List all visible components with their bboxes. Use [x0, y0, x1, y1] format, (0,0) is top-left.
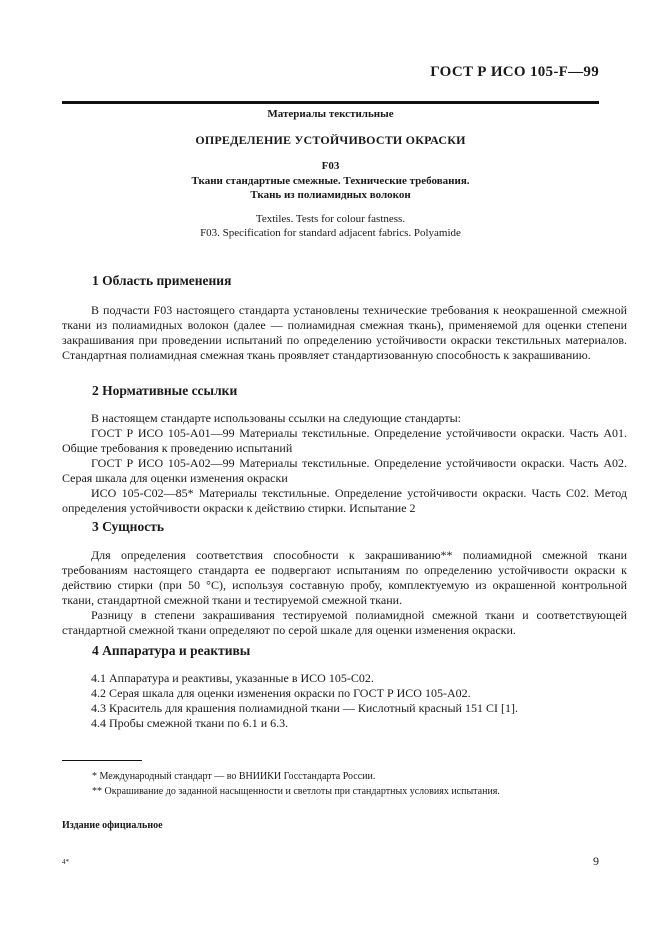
footnotes — [92, 769, 621, 799]
reference-1: ГОСТ Р ИСО 105-А01—99 Материалы текстильные. Определение устойчивости окраски. Часть А01. Общие требования к проведению испытаний — [62, 426, 627, 455]
reference-3: ИСО 105-С02—85* Материалы текстильные. Определение устойчивости окраски. Часть С02. Метод определения устойчивости окраски к действию стирки. Испытание 2 — [62, 486, 627, 515]
english-title-line-2: F03. Specification for standard adjacent fabrics. Polyamide — [200, 227, 461, 239]
footnote-1: * Международный стандарт — во ВНИИКИ Госстандарта России. — [92, 771, 376, 782]
section-4-body — [62, 671, 627, 731]
section-2-heading: 2 Нормативные ссылки — [92, 383, 238, 398]
list-item: 4.4 Пробы смежной ткани по 6.1 и 6.3. — [91, 716, 289, 730]
list-item: 4.2 Серая шкала для оценки изменения окраски по ГОСТ Р ИСО 105-А02. — [91, 686, 471, 700]
page-number: 9 — [593, 854, 599, 868]
standard-number: ГОСТ Р ИСО 105-F—99 — [430, 64, 599, 80]
part-title — [62, 174, 599, 202]
footnote-rule — [62, 760, 142, 761]
sheet-mark: 4* — [62, 858, 69, 866]
part-title-line-1: Ткани стандартные смежные. Технические требования. — [191, 175, 470, 187]
subject-title: Материалы текстильные — [267, 108, 394, 120]
english-title-line-1: Textiles. Tests for colour fastness. — [255, 213, 406, 225]
part-code: F03 — [321, 160, 340, 172]
footnote-2: ** Окрашивание до заданной насыщенности и светлоты при стандартных условиях испытания. — [92, 786, 500, 797]
section-2-body — [62, 411, 627, 516]
english-title — [62, 212, 599, 240]
section-3-heading: 3 Сущность — [92, 519, 164, 534]
section-3-body — [62, 548, 627, 638]
section-1-paragraph: В подчасти F03 настоящего стандарта установлены технические требования к неокрашенной смежной ткани из полиамидных волокон (далее — полиамидная смежная ткань), применяемой для оценки степени закрашивания при проведении испытаний по определению устойчивости окраски текстильных материалов. Стандартная полиамидная смежная ткань проявляет стандартизованную способность к закрашиванию. — [62, 303, 627, 362]
section-3-paragraph-1: Для определения соответствия способности к закрашиванию** полиамидной смежной ткани требованиям настоящего стандарта ее подвергают испытаниям по определению устойчивости окраски к действию стирки (при 50 °С), используя составную пробу, комплектуемую из окрашенной контрольной ткани, стандартной смежной ткани и тестируемой смежной ткани. — [62, 548, 627, 607]
edition-label: Издание официальное — [62, 820, 163, 831]
section-1-heading: 1 Область применения — [92, 273, 232, 288]
main-title: ОПРЕДЕЛЕНИЕ УСТОЙЧИВОСТИ ОКРАСКИ — [195, 133, 466, 147]
section-4-heading: 4 Аппаратура и реактивы — [92, 643, 251, 658]
references-intro: В настоящем стандарте использованы ссылки на следующие стандарты: — [91, 411, 462, 425]
section-3-paragraph-2: Разницу в степени закрашивания тестируемой полиамидной смежной ткани и соответствующей стандартной смежной ткани определяют по серой шкале для оценки изменения окраски. — [62, 608, 627, 637]
part-title-line-2: Ткань из полиамидных волокон — [250, 189, 411, 201]
reference-2: ГОСТ Р ИСО 105-А02—99 Материалы текстильные. Определение устойчивости окраски. Часть А02. Серая шкала для оценки изменения окраски — [62, 456, 627, 485]
list-item: 4.3 Краситель для крашения полиамидной ткани — Кислотный красный 151 CI [1]. — [91, 701, 518, 715]
header-rule — [62, 101, 599, 104]
list-item: 4.1 Аппаратура и реактивы, указанные в ИСО 105-С02. — [91, 671, 374, 685]
section-1-body — [62, 303, 627, 363]
